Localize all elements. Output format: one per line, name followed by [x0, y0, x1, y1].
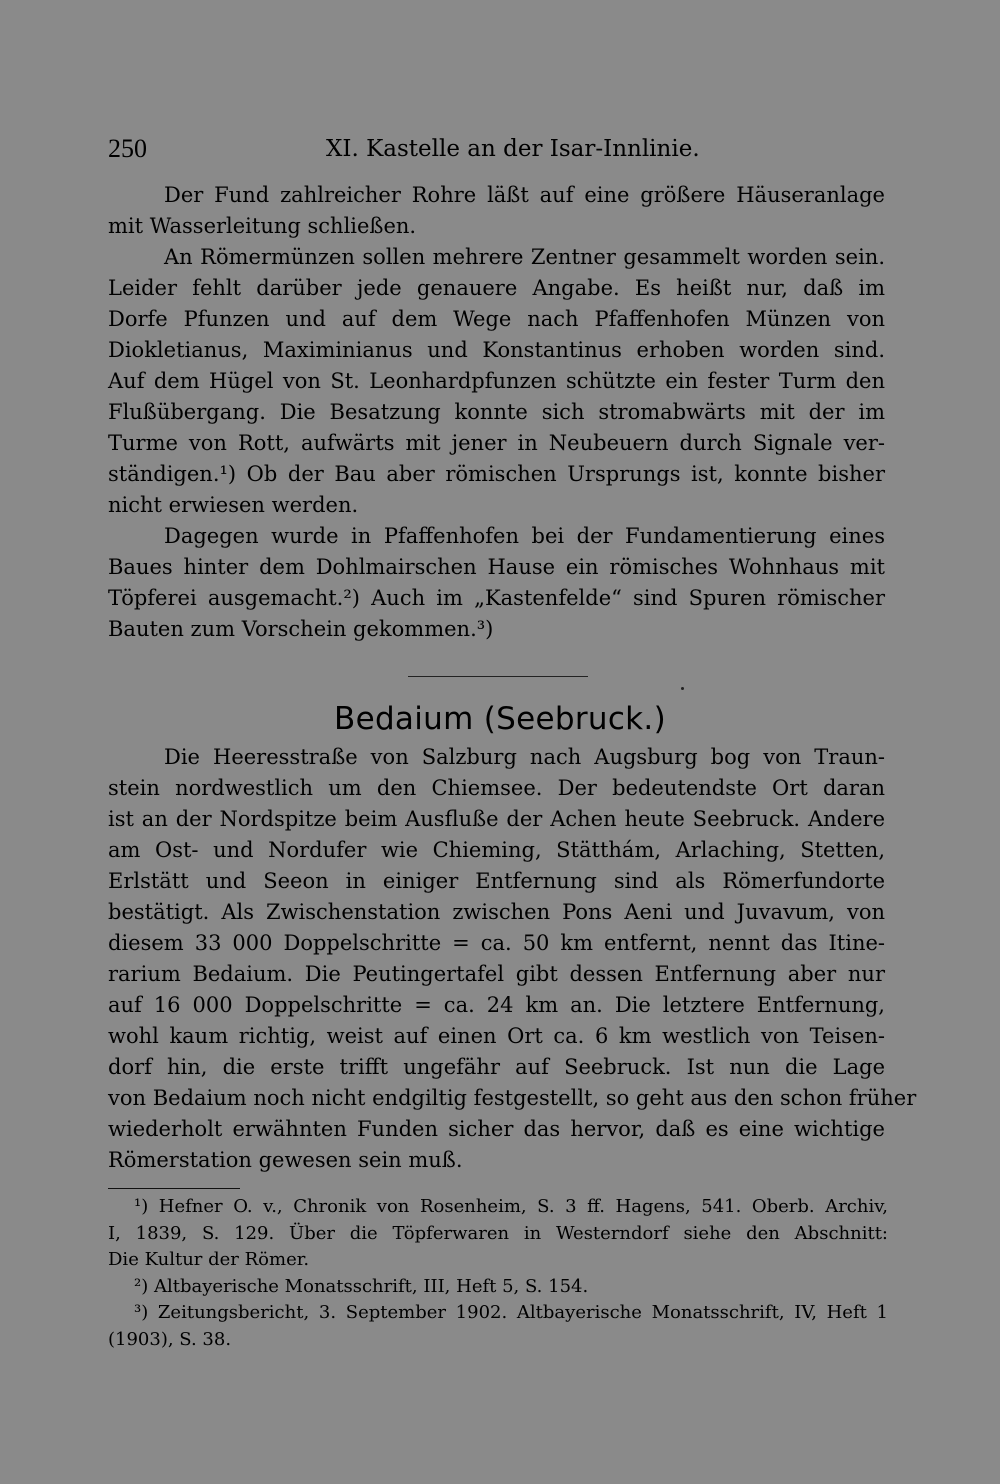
text-line: diesem 33 000 Doppelschritte = ca. 50 km entfernt, nennt das Itine- — [108, 931, 885, 955]
text-line: von Bedaium noch nicht endgiltig festgestellt, so geht aus den schon früher — [108, 1086, 917, 1110]
section-separator-rule — [408, 676, 588, 677]
text-line: An Römermünzen sollen mehrere Zentner gesammelt worden sein. — [164, 245, 885, 269]
text-line: Flußübergang. Die Besatzung konnte sich stromabwärts mit der im — [108, 400, 885, 424]
text-line: Turme von Rott, aufwärts mit jener in Neubeuern durch Signale ver- — [108, 431, 885, 455]
text-line: am Ost- und Nordufer wie Chieming, Stätthám, Arlaching, Stetten, — [108, 838, 885, 862]
footnote-rule — [108, 1188, 240, 1189]
text-line: wiederholt erwähnten Funden sicher das hervor, daß es eine wichtige — [108, 1117, 885, 1141]
footnote-line: ³) Zeitungsbericht, 3. September 1902. Altbayerische Monatsschrift, IV, Heft 1 — [134, 1302, 888, 1323]
text-line: bestätigt. Als Zwischenstation zwischen Pons Aeni und Juvavum, von — [108, 900, 885, 924]
section-heading: Bedaium (Seebruck.) — [334, 701, 666, 737]
text-line: stein nordwestlich um den Chiemsee. Der bedeutendste Ort daran — [108, 776, 885, 800]
text-line: wohl kaum richtig, weist auf einen Ort ca. 6 km westlich von Teisen- — [108, 1024, 885, 1048]
text-line: auf 16 000 Doppelschritte = ca. 24 km an. Die letztere Entfernung, — [108, 993, 885, 1017]
text-line: ist an der Nordspitze beim Ausfluße der Achen heute Seebruck. Andere — [108, 807, 885, 831]
footnote-line: ²) Altbayerische Monatsschrift, III, Heft 5, S. 154. — [134, 1275, 589, 1297]
text-line: Leider fehlt darüber jede genauere Angabe. Es heißt nur, daß im — [108, 276, 885, 300]
print-speck — [681, 687, 684, 690]
footnote-line: (1903), S. 38. — [108, 1328, 232, 1350]
text-line: rarium Bedaium. Die Peutingertafel gibt dessen Entfernung aber nur — [108, 962, 885, 986]
text-line: Töpferei ausgemacht.²) Auch im „Kastenfelde“ sind Spuren römischer — [108, 586, 885, 610]
text-line: Römerstation gewesen sein muß. — [108, 1148, 463, 1172]
text-line: Diokletianus, Maximinianus und Konstantinus erhoben worden sind. — [108, 338, 885, 362]
text-line: Auf dem Hügel von St. Leonhardpfunzen schützte ein fester Turm den — [108, 369, 885, 393]
text-line: mit Wasserleitung schließen. — [108, 214, 417, 238]
text-line: dorf hin, die erste trifft ungefähr auf Seebruck. Ist nun die Lage — [108, 1055, 885, 1079]
footnote-line: I, 1839, S. 129. Über die Töpferwaren in Westerndorf siehe den Abschnitt: — [108, 1222, 888, 1244]
text-line: Dorfe Pfunzen und auf dem Wege nach Pfaffenhofen Münzen von — [108, 307, 885, 331]
text-line: Erlstätt und Seeon in einiger Entfernung sind als Römerfundorte — [108, 869, 885, 893]
paragraphs-pfunzen — [108, 180, 885, 645]
paragraph-bedaium — [108, 742, 917, 1176]
text-line: Dagegen wurde in Pfaffenhofen bei der Fundamentierung eines — [164, 524, 885, 548]
footnote-line: Die Kultur der Römer. — [108, 1249, 310, 1270]
text-line: Baues hinter dem Dohlmairschen Hause ein römisches Wohnhaus mit — [108, 555, 885, 579]
text-line: Bauten zum Vorschein gekommen.³) — [108, 617, 494, 641]
text-line: ständigen.¹) Ob der Bau aber römischen Ursprungs ist, konnte bisher — [108, 462, 885, 486]
footnotes — [108, 1194, 888, 1353]
text-line: Der Fund zahlreicher Rohre läßt auf eine größere Häuseranlage — [164, 183, 885, 207]
footnote-line: ¹) Hefner O. v., Chronik von Rosenheim, S. 3 ff. Hagens, 541. Oberb. Archiv, — [134, 1196, 888, 1217]
running-title: XI. Kastelle an der Isar-Innlinie. — [326, 136, 700, 162]
text-line: nicht erwiesen werden. — [108, 493, 359, 517]
running-head — [108, 134, 888, 164]
text-line: Die Heeresstraße von Salzburg nach Augsburg bog von Traun- — [164, 745, 885, 769]
page-number: 250 — [108, 134, 147, 163]
